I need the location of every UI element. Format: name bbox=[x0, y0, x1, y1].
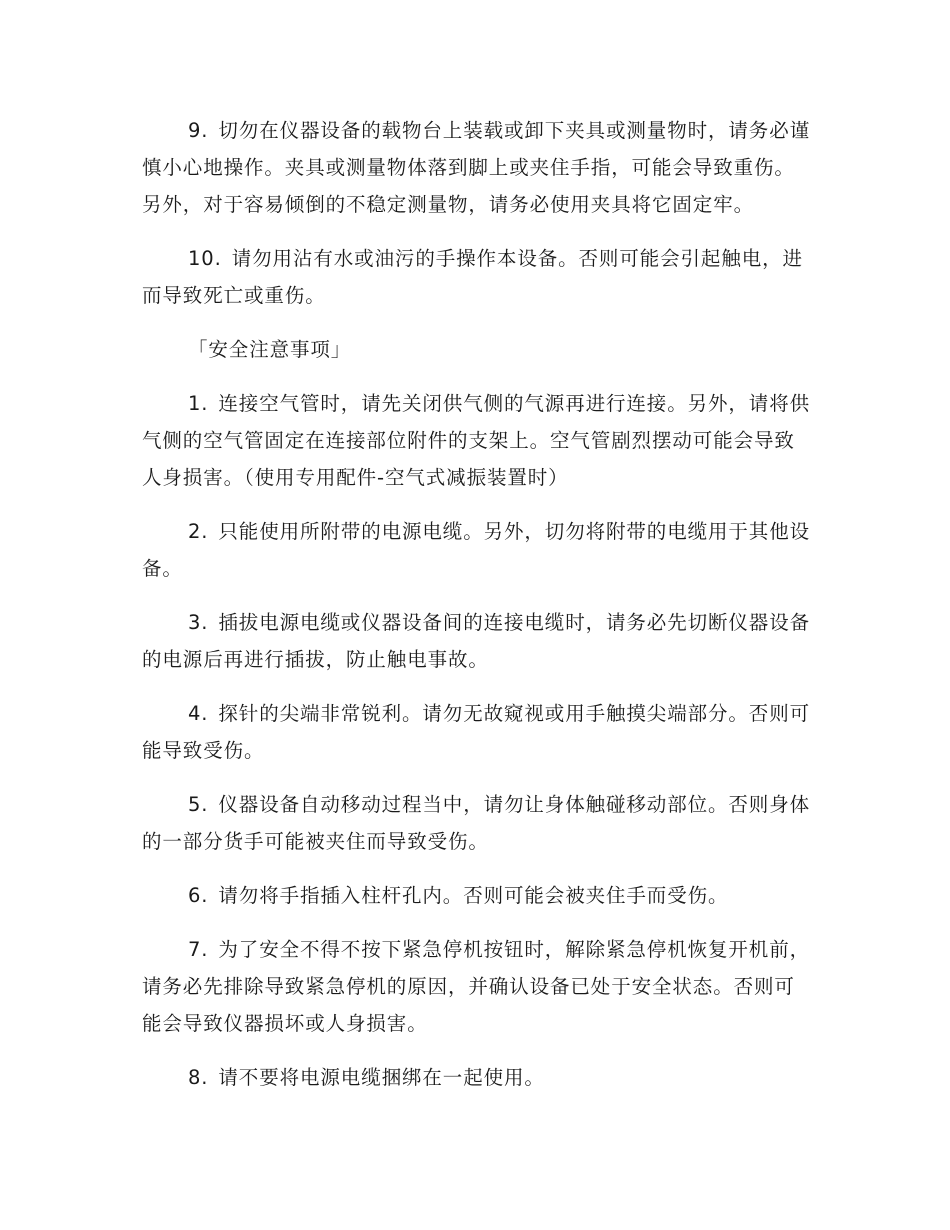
paragraph-text: 连接空气管时，请先关闭供气侧的气源再进行连接。另外，请将供气侧的空气管固定在连接部位附件的支架上。空气管剧烈摆动可能会导致人身损害。（使用专用配件-空气式减振装置时） bbox=[142, 392, 811, 489]
section-heading-text: 「安全注意事项」 bbox=[188, 338, 352, 361]
item-number: 2. bbox=[188, 520, 209, 543]
paragraph-text: 为了安全不得不按下紧急停机按钮时，解除紧急停机恢复开机前，请务必先排除导致紧急停机的原因，并确认设备已处于安全状态。否则可能会导致仪器损坏或人身损害。 bbox=[142, 938, 811, 1035]
item-number: 7. bbox=[188, 938, 209, 961]
item-number: 8. bbox=[188, 1066, 209, 1089]
item-number: 1. bbox=[188, 392, 209, 415]
item-number: 5. bbox=[188, 793, 209, 816]
item-number: 10. bbox=[188, 247, 222, 270]
paragraph-text: 探针的尖端非常锐利。请勿无故窥视或用手触摸尖端部分。否则可能导致受伤。 bbox=[142, 702, 811, 762]
item-number: 3. bbox=[188, 611, 209, 634]
paragraph-item-3 bbox=[142, 604, 810, 678]
document-page bbox=[142, 112, 810, 1113]
paragraph-text: 请不要将电源电缆捆绑在一起使用。 bbox=[218, 1066, 545, 1089]
paragraph-item-4 bbox=[142, 695, 810, 769]
paragraph-item-5 bbox=[142, 786, 810, 860]
paragraph-text: 切勿在仪器设备的载物台上装载或卸下夹具或测量物时，请务必谨慎小心地操作。夹具或测量物体落到脚上或夹住手指，可能会导致重伤。另外，对于容易倾倒的不稳定测量物，请务必使用夹具将它固定牢。 bbox=[142, 119, 811, 216]
paragraph-text: 请勿用沾有水或油污的手操作本设备。否则可能会引起触电，进而导致死亡或重伤。 bbox=[142, 247, 803, 307]
paragraph-item-1 bbox=[142, 385, 810, 496]
paragraph-item-2 bbox=[142, 513, 810, 587]
paragraph-text: 只能使用所附带的电源电缆。另外，切勿将附带的电缆用于其他设备。 bbox=[142, 520, 811, 580]
paragraph-text: 插拔电源电缆或仪器设备间的连接电缆时，请务必先切断仪器设备的电源后再进行插拔，防止触电事故。 bbox=[142, 611, 811, 671]
paragraph-item-8 bbox=[142, 1059, 810, 1096]
paragraph-item-9 bbox=[142, 112, 810, 223]
paragraph-item-6 bbox=[142, 877, 810, 914]
item-number: 6. bbox=[188, 884, 209, 907]
paragraph-text: 仪器设备自动移动过程当中，请勿让身体触碰移动部位。否则身体的一部分货手可能被夹住而导致受伤。 bbox=[142, 793, 811, 853]
item-number: 9. bbox=[188, 119, 209, 142]
paragraph-item-10 bbox=[142, 240, 810, 314]
paragraph-text: 请勿将手指插入柱杆孔内。否则可能会被夹住手而受伤。 bbox=[218, 884, 729, 907]
item-number: 4. bbox=[188, 702, 209, 725]
paragraph-item-7 bbox=[142, 931, 810, 1042]
section-heading bbox=[142, 331, 810, 368]
